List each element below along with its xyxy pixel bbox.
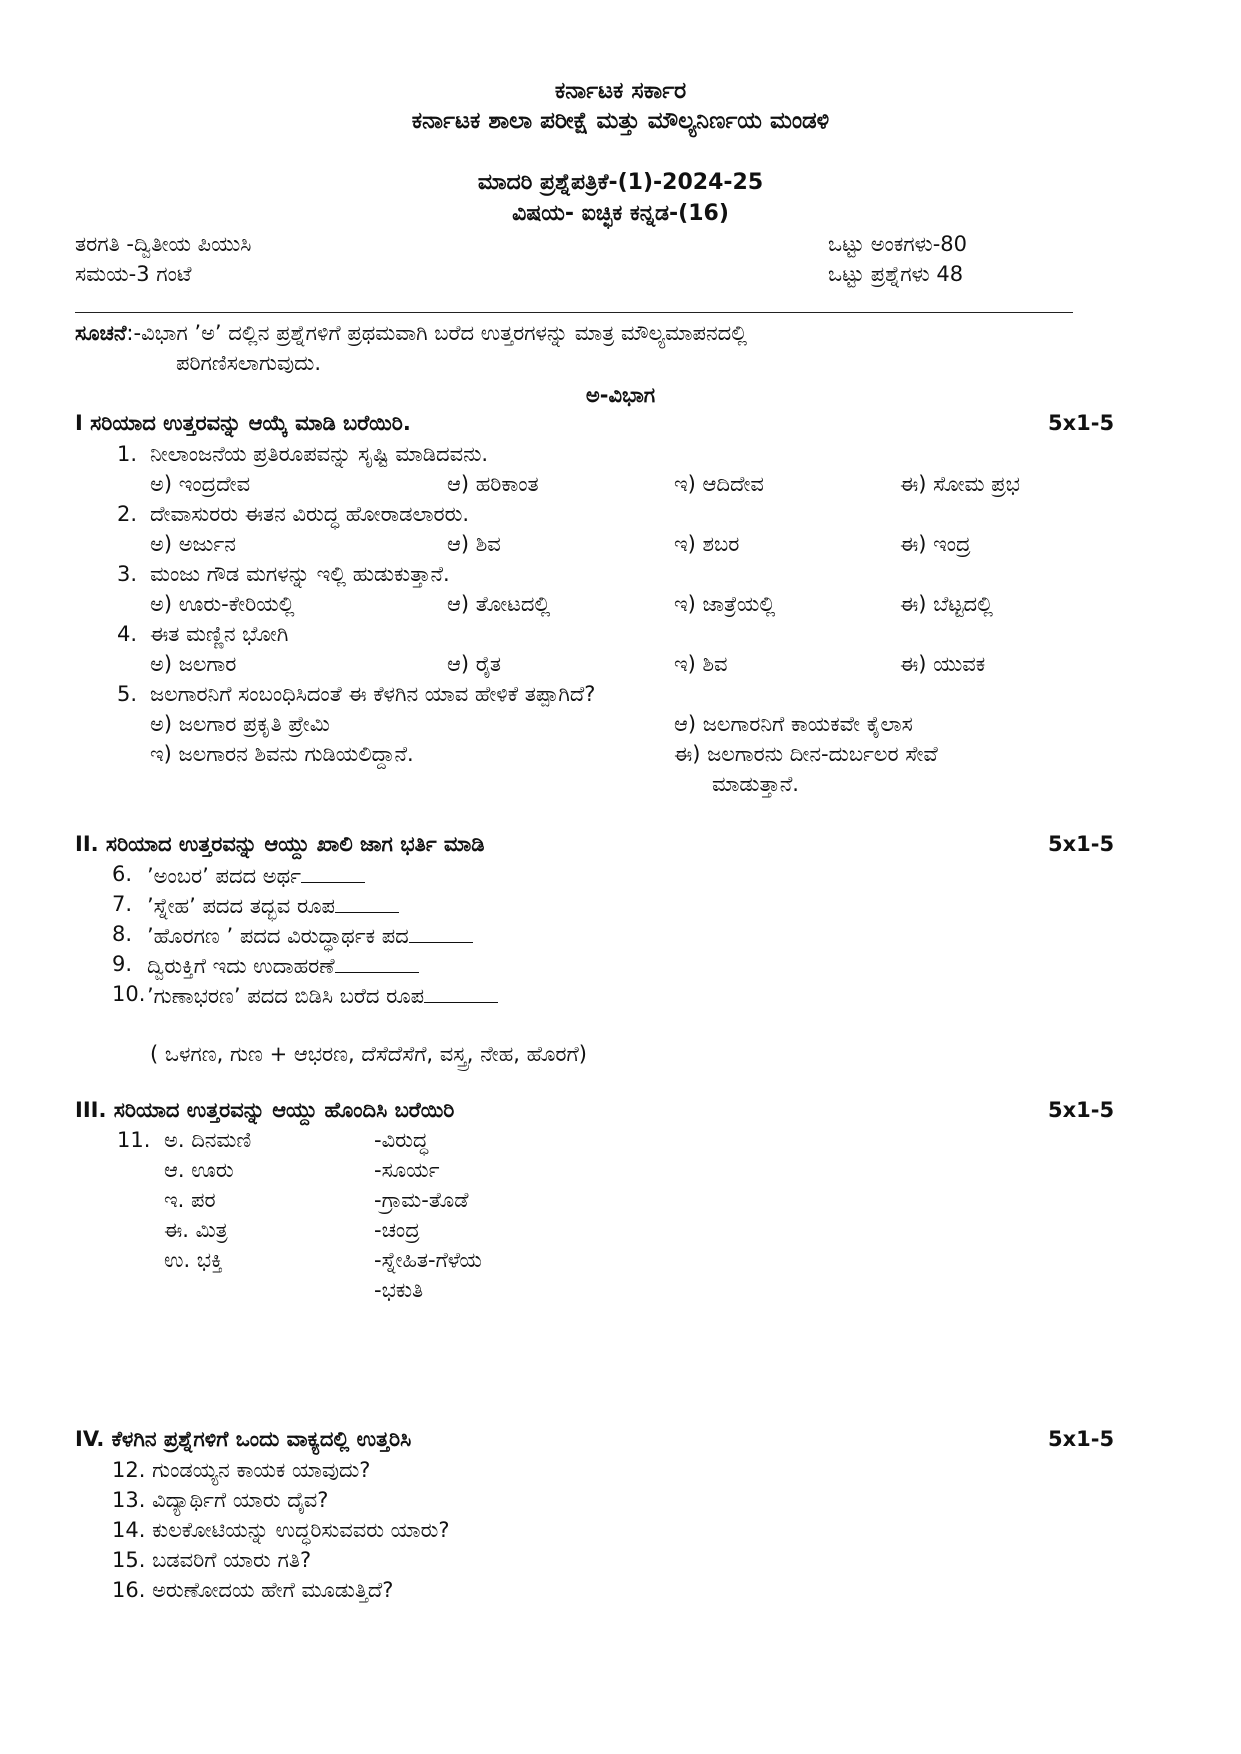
q3-option-b: ಆ) ತೋಟದಲ್ಲಿ bbox=[447, 592, 551, 616]
q4-option-b: ಆ) ರೈತ bbox=[447, 652, 501, 676]
q16-text: 16. ಅರುಣೋದಯ ಹೇಗೆ ಮೂಡುತ್ತಿದೆ? bbox=[112, 1578, 394, 1602]
board-title: ಕರ್ನಾಟಕ ಶಾಲಾ ಪರೀಕ್ಷೆ ಮತ್ತು ಮೌಲ್ಯನಿರ್ಣಯ ಮಂಡಳಿ bbox=[411, 108, 830, 134]
q8-item: ’ಹೊರಗಣ ’ ಪದದ ವಿರುದ್ಧಾರ್ಥಕ ಪದ bbox=[147, 924, 473, 947]
section4-marks: 5x1-5 bbox=[1048, 1427, 1115, 1451]
section2-options: ( ಒಳಗಣ, ಗುಣ + ಆಭರಣ, ದೆಸೆದೆಸೆಗೆ, ವಸ್ತ್ರ, ನೇಹ, ಹೊರಗೆ) bbox=[150, 1042, 587, 1066]
match-right-item: -ಚಂದ್ರ bbox=[374, 1218, 420, 1242]
q10-number: 10. bbox=[112, 982, 146, 1006]
match-right-item: -ಭಕುತಿ bbox=[374, 1278, 424, 1302]
match-left-item: ಆ. ಊರು bbox=[164, 1158, 234, 1182]
q8-number: 8. bbox=[112, 922, 133, 946]
q9-item: ದ್ವಿರುಕ್ತಿಗೆ ಇದು ಉದಾಹರಣೆ bbox=[147, 954, 419, 977]
section1-title: I ಸರಿಯಾದ ಉತ್ತರವನ್ನು ಆಯ್ಕೆ ಮಾಡಿ ಬರೆಯಿರಿ. bbox=[75, 411, 411, 435]
q2-option-d: ಈ) ಇಂದ್ರ bbox=[900, 532, 971, 556]
q1-option-a: ಅ) ಇಂದ್ರದೇವ bbox=[150, 472, 251, 496]
instruction-line2: ಪರಿಗಣಿಸಲಾಗುವುದು. bbox=[176, 351, 322, 375]
match-right-item: -ವಿರುದ್ಧ bbox=[374, 1128, 429, 1152]
q12-text: 12. ಗುಂಡಯ್ಯನ ಕಾಯಕ ಯಾವುದು? bbox=[112, 1458, 371, 1482]
q9-number: 9. bbox=[112, 952, 133, 976]
match-left-item: ಇ. ಪರ bbox=[164, 1188, 216, 1212]
q4-number: 4. bbox=[117, 622, 138, 646]
q3-option-c: ಇ) ಜಾತ್ರೆಯಲ್ಲಿ bbox=[674, 592, 776, 616]
q2-text: ದೇವಾಸುರರು ಈತನ ವಿರುದ್ಧ ಹೋರಾಡಲಾರರು. bbox=[150, 502, 470, 526]
q4-text: ಈತ ಮಣ್ಣಿನ ಭೋಗಿ bbox=[150, 622, 289, 646]
answer-blank bbox=[301, 864, 365, 883]
q4-option-c: ಇ) ಶಿವ bbox=[674, 652, 728, 676]
match-right-item: -ಗ್ರಾಮ-ತೊಡೆ bbox=[374, 1188, 469, 1212]
answer-blank bbox=[424, 984, 498, 1003]
instruction-line1: ಸೂಚನೆ:-ವಿಭಾಗ ’ಅ’ ದಲ್ಲಿನ ಪ್ರಶ್ನೆಗಳಿಗೆ ಪ್ರಥಮವಾಗಿ ಬರೆದ ಉತ್ತರಗಳನ್ನು ಮಾತ್ರ ಮೌಲ್ಯಮಾಪನದಲ್ಲಿ bbox=[75, 321, 748, 345]
q2-option-a: ಅ) ಅರ್ಜುನ bbox=[150, 532, 236, 556]
q3-number: 3. bbox=[117, 562, 138, 586]
match-left-item: ಈ. ಮಿತ್ರ bbox=[164, 1218, 228, 1242]
match-left-item: ಅ. ದಿನಮಣಿ bbox=[164, 1128, 252, 1152]
answer-blank bbox=[335, 954, 419, 973]
q13-text: 13. ವಿದ್ಯಾರ್ಥಿಗೆ ಯಾರು ದೈವ? bbox=[112, 1488, 329, 1512]
answer-blank bbox=[335, 894, 399, 913]
q5-option-a: ಅ) ಜಲಗಾರ ಪ್ರಕೃತಿ ಪ್ರೇಮಿ bbox=[150, 712, 330, 736]
paper-title: ಮಾದರಿ ಪ್ರಶ್ನೆಪತ್ರಿಕೆ-(1)-2024-25 bbox=[477, 170, 764, 195]
q2-number: 2. bbox=[117, 502, 138, 526]
section4-title: IV. ಕೆಳಗಿನ ಪ್ರಶ್ನೆಗಳಿಗೆ ಒಂದು ವಾಕ್ಯದಲ್ಲಿ ಉತ್ತರಿಸಿ bbox=[75, 1427, 412, 1451]
q6-number: 6. bbox=[112, 862, 133, 886]
q10-item: ’ಗುಣಾಭರಣ’ ಪದದ ಬಿಡಿಸಿ ಬರೆದ ರೂಪ bbox=[147, 984, 498, 1007]
q15-text: 15. ಬಡವರಿಗೆ ಯಾರು ಗತಿ? bbox=[112, 1548, 312, 1572]
q5-option-d-cont: ಮಾಡುತ್ತಾನೆ. bbox=[712, 772, 799, 796]
q2-option-b: ಆ) ಶಿವ bbox=[447, 532, 501, 556]
q3-option-a: ಅ) ಊರು-ಕೇರಿಯಲ್ಲಿ bbox=[150, 592, 295, 616]
answer-blank bbox=[409, 924, 473, 943]
q7-item: ’ಸ್ನೇಹ’ ಪದದ ತದ್ಭವ ರೂಪ bbox=[147, 894, 399, 917]
q1-text: ನೀಲಾಂಜನೆಯ ಪ್ರತಿರೂಪವನ್ನು ಸೃಷ್ಟಿ ಮಾಡಿದವನು. bbox=[150, 442, 489, 466]
q5-text: ಜಲಗಾರನಿಗೆ ಸಂಬಂಧಿಸಿದಂತೆ ಈ ಕೆಳಗಿನ ಯಾವ ಹೇಳಿಕೆ ತಪ್ಪಾಗಿದೆ? bbox=[150, 682, 596, 706]
q1-option-c: ಇ) ಆದಿದೇವ bbox=[674, 472, 764, 496]
match-right-item: -ಸ್ನೇಹಿತ-ಗೆಳೆಯ bbox=[374, 1248, 482, 1272]
part-title: ಅ-ವಿಭಾಗ bbox=[585, 383, 656, 407]
q4-option-a: ಅ) ಜಲಗಾರ bbox=[150, 652, 237, 676]
govt-title: ಕರ್ನಾಟಕ ಸರ್ಕಾರ bbox=[554, 78, 687, 104]
q5-option-c: ಇ) ಜಲಗಾರನ ಶಿವನು ಗುಡಿಯಲಿದ್ದಾನೆ. bbox=[150, 742, 414, 766]
section2-title: II. ಸರಿಯಾದ ಉತ್ತರವನ್ನು ಆಯ್ದು ಖಾಲಿ ಜಾಗ ಭರ್ತಿ ಮಾಡಿ bbox=[75, 832, 485, 856]
q5-option-d: ಈ) ಜಲಗಾರನು ದೀನ-ದುರ್ಬಲರ ಸೇವೆ bbox=[674, 742, 938, 766]
section2-marks: 5x1-5 bbox=[1048, 832, 1115, 856]
q1-option-b: ಆ) ಹರಿಕಾಂತ bbox=[447, 472, 539, 496]
q5-option-b: ಆ) ಜಲಗಾರನಿಗೆ ಕಾಯಕವೇ ಕೈಲಾಸ bbox=[674, 712, 913, 736]
q3-option-d: ಈ) ಬೆಟ್ಟದಲ್ಲಿ bbox=[900, 592, 993, 616]
total-marks: ಒಟ್ಟು ಅಂಕಗಳು-80 bbox=[828, 232, 968, 256]
section1-marks: 5x1-5 bbox=[1048, 411, 1115, 435]
q6-item: ’ಅಂಬರ’ ಪದದ ಅರ್ಥ bbox=[147, 864, 365, 887]
header-divider bbox=[75, 312, 1073, 313]
subject-title: ವಿಷಯ- ಐಚ್ಛಿಕ ಕನ್ನಡ-(16) bbox=[512, 201, 729, 226]
section3-marks: 5x1-5 bbox=[1048, 1098, 1115, 1122]
class-info: ತರಗತಿ -ದ್ವಿತೀಯ ಪಿಯುಸಿ bbox=[75, 232, 252, 256]
q3-text: ಮಂಜು ಗೌಡ ಮಗಳನ್ನು ಇಲ್ಲಿ ಹುಡುಕುತ್ತಾನೆ. bbox=[150, 562, 450, 586]
match-left-item: ಉ. ಭಕ್ತಿ bbox=[164, 1248, 223, 1272]
match-right-item: -ಸೂರ್ಯ bbox=[374, 1158, 440, 1182]
time-info: ಸಮಯ-3 ಗಂಟೆ bbox=[75, 262, 192, 286]
q1-number: 1. bbox=[117, 442, 138, 466]
section3-title: III. ಸರಿಯಾದ ಉತ್ತರವನ್ನು ಆಯ್ದು ಹೊಂದಿಸಿ ಬರೆಯಿರಿ bbox=[75, 1098, 455, 1122]
q2-option-c: ಇ) ಶಬರ bbox=[674, 532, 740, 556]
q1-option-d: ಈ) ಸೋಮ ಪ್ರಭ bbox=[900, 472, 1020, 496]
total-questions: ಒಟ್ಟು ಪ್ರಶ್ನೆಗಳು 48 bbox=[828, 262, 964, 286]
q11-number: 11. bbox=[117, 1128, 151, 1152]
q4-option-d: ಈ) ಯುವಕ bbox=[900, 652, 986, 676]
q14-text: 14. ಕುಲಕೋಟಿಯನ್ನು ಉದ್ಧರಿಸುವವರು ಯಾರು? bbox=[112, 1518, 450, 1542]
instruction-label: ಸೂಚನೆ bbox=[75, 321, 127, 345]
q7-number: 7. bbox=[112, 892, 133, 916]
q5-number: 5. bbox=[117, 682, 138, 706]
